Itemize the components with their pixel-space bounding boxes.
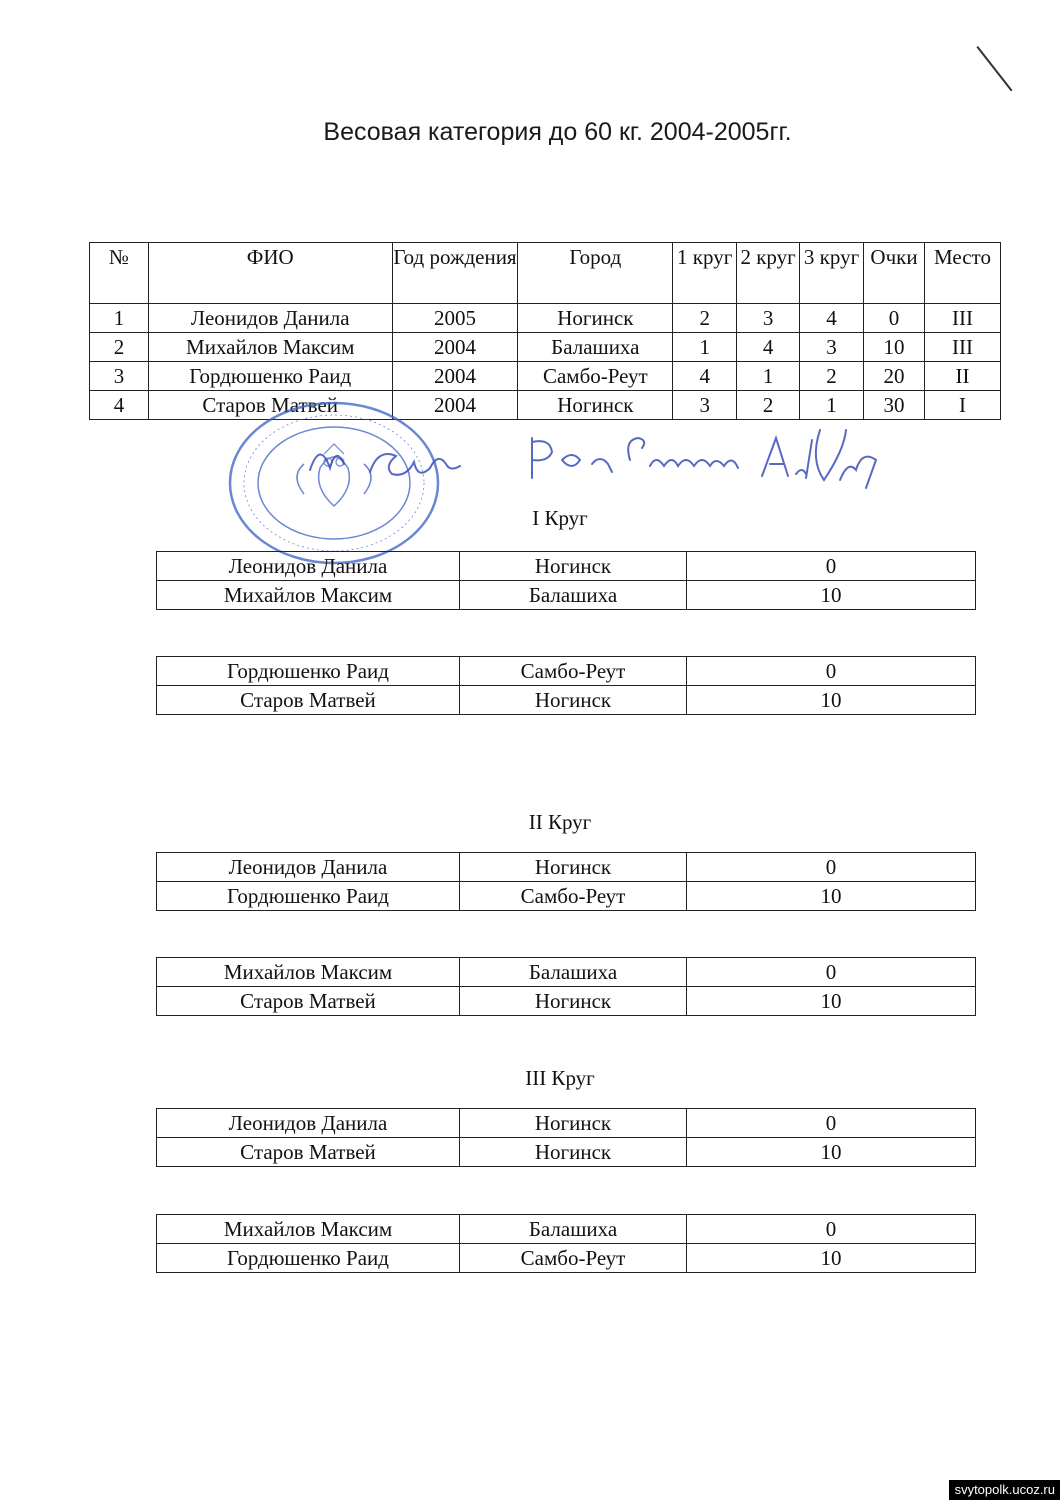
cell-city: Ногинск (460, 552, 687, 581)
cell-score: 0 (687, 1215, 976, 1244)
header-round-3: 3 круг (800, 243, 864, 304)
cell-points: 0 (864, 304, 925, 333)
cell-round-2: 2 (737, 391, 800, 420)
cell-score: 10 (687, 686, 976, 715)
cell-round-3: 3 (800, 333, 864, 362)
cell-city: Балашиха (460, 581, 687, 610)
cell-name: Старов Матвей (157, 1138, 460, 1167)
match-table (156, 656, 976, 715)
cell-score: 0 (687, 657, 976, 686)
cell-round-3: 4 (800, 304, 864, 333)
cell-round-3: 1 (800, 391, 864, 420)
cell-name: Михайлов Максим (157, 1215, 460, 1244)
cell-score: 0 (687, 958, 976, 987)
cell-points: 10 (864, 333, 925, 362)
cell-name: Старов Матвей (157, 987, 460, 1016)
cell-city: Самбо-Реут (518, 362, 673, 391)
source-watermark: svytopolk.ucoz.ru (949, 1480, 1060, 1500)
round-1-title: I Круг (532, 506, 588, 530)
header-birth-year: Год рождения (392, 243, 518, 304)
header-number: № (90, 243, 149, 304)
cell-city: Ногинск (518, 391, 673, 420)
cell-name: Леонидов Данила (157, 552, 460, 581)
cell-city: Ногинск (460, 987, 687, 1016)
page-title: Весовая категория до 60 кг. 2004-2005гг. (323, 118, 792, 146)
cell-city: Ногинск (460, 686, 687, 715)
cell-round-1: 3 (673, 391, 737, 420)
round-3-title: III Круг (525, 1066, 595, 1090)
cell-name: Леонидов Данила (148, 304, 392, 333)
table-row (157, 581, 976, 610)
table-row (90, 362, 1001, 391)
match-table (156, 1214, 976, 1273)
cell-score: 0 (687, 1109, 976, 1138)
cell-score: 0 (687, 853, 976, 882)
cell-birth-year: 2004 (392, 362, 518, 391)
cell-name: Старов Матвей (157, 686, 460, 715)
cell-score: 10 (687, 1244, 976, 1273)
cell-name: Гордюшенко Раид (148, 362, 392, 391)
table-row (157, 882, 976, 911)
cell-city: Ногинск (460, 853, 687, 882)
table-row (90, 333, 1001, 362)
cell-place: III (924, 304, 1000, 333)
header-name: ФИО (148, 243, 392, 304)
cell-score: 10 (687, 581, 976, 610)
secretary-signature (300, 420, 880, 500)
cell-round-2: 3 (737, 304, 800, 333)
cell-score: 10 (687, 1138, 976, 1167)
cell-number: 1 (90, 304, 149, 333)
cell-name: Леонидов Данила (157, 1109, 460, 1138)
cell-round-3: 2 (800, 362, 864, 391)
cell-city: Самбо-Реут (460, 657, 687, 686)
table-row (157, 1244, 976, 1273)
cell-round-2: 4 (737, 333, 800, 362)
cell-name: Михайлов Максим (148, 333, 392, 362)
summary-table (89, 242, 1001, 420)
table-row (157, 1138, 976, 1167)
table-row (157, 958, 976, 987)
cell-name: Старов Матвей (148, 391, 392, 420)
cell-place: II (924, 362, 1000, 391)
round-2-title: II Круг (528, 810, 592, 834)
summary-header-row (90, 243, 1001, 304)
cell-place: III (924, 333, 1000, 362)
match-table (156, 852, 976, 911)
cell-score: 10 (687, 882, 976, 911)
cell-birth-year: 2005 (392, 304, 518, 333)
table-row (157, 552, 976, 581)
cell-city: Балашиха (460, 1215, 687, 1244)
table-row (157, 1109, 976, 1138)
table-row (157, 987, 976, 1016)
match-table (156, 957, 976, 1016)
table-row (157, 657, 976, 686)
cell-place: I (924, 391, 1000, 420)
cell-points: 20 (864, 362, 925, 391)
cell-city: Самбо-Реут (460, 882, 687, 911)
cell-points: 30 (864, 391, 925, 420)
cell-city: Ногинск (518, 304, 673, 333)
header-place: Место (924, 243, 1000, 304)
table-row (157, 853, 976, 882)
match-table (156, 551, 976, 610)
header-round-1: 1 круг (673, 243, 737, 304)
cell-number: 3 (90, 362, 149, 391)
cell-city: Самбо-Реут (460, 1244, 687, 1273)
table-row (157, 1215, 976, 1244)
cell-city: Балашиха (460, 958, 687, 987)
corner-pen-mark (976, 46, 1012, 91)
cell-birth-year: 2004 (392, 391, 518, 420)
table-row (90, 304, 1001, 333)
cell-score: 10 (687, 987, 976, 1016)
cell-city: Ногинск (460, 1109, 687, 1138)
cell-name: Михайлов Максим (157, 581, 460, 610)
cell-round-2: 1 (737, 362, 800, 391)
cell-birth-year: 2004 (392, 333, 518, 362)
header-city: Город (518, 243, 673, 304)
cell-round-1: 1 (673, 333, 737, 362)
cell-round-1: 4 (673, 362, 737, 391)
cell-round-1: 2 (673, 304, 737, 333)
cell-city: Балашиха (518, 333, 673, 362)
match-table (156, 1108, 976, 1167)
table-row (157, 686, 976, 715)
header-round-2: 2 круг (737, 243, 800, 304)
cell-name: Гордюшенко Раид (157, 657, 460, 686)
cell-name: Гордюшенко Раид (157, 1244, 460, 1273)
cell-name: Гордюшенко Раид (157, 882, 460, 911)
cell-name: Михайлов Максим (157, 958, 460, 987)
cell-number: 2 (90, 333, 149, 362)
cell-city: Ногинск (460, 1138, 687, 1167)
cell-name: Леонидов Данила (157, 853, 460, 882)
cell-number: 4 (90, 391, 149, 420)
header-points: Очки (864, 243, 925, 304)
cell-score: 0 (687, 552, 976, 581)
